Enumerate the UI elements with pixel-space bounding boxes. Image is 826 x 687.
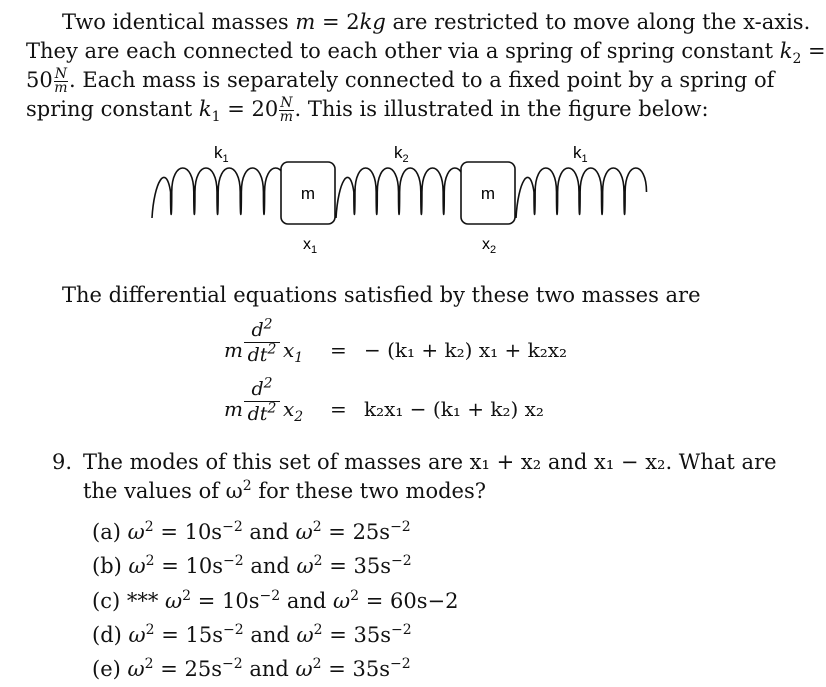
eq1-lhs-var: $x_1$	[283, 338, 304, 366]
eq1-equals: =	[330, 338, 347, 362]
eq2-m: m	[224, 397, 243, 421]
question-line-2: the values of $\omega^2$ for these two modes?	[83, 478, 486, 503]
intro-line-4: spring constant $k_1 = 20$ $\frac{N}{m}$ . This is illustrated in the figure below:	[26, 95, 709, 126]
diff-eq-intro: The differential equations satisfied by these two masses are	[62, 283, 701, 307]
option-d[interactable]: (d) $\omega^2 = 15s^{-2}$ and $\omega^2 = 35s^{-2}$	[92, 622, 412, 647]
eq1-rhs: − (k₁ + k₂) x₁ + k₂x₂	[364, 338, 568, 362]
question-line-1: The modes of this set of masses are x₁ + x₂ and x₁ − x₂. What are	[83, 450, 777, 474]
intro-line-3: 50 $\frac{N}{m}$ . Each mass is separately connected to a fixed point by a spring of	[26, 66, 775, 96]
spring-right	[516, 168, 647, 218]
spring-coil	[516, 168, 647, 218]
spring-label-left: $k_1$	[214, 143, 229, 165]
position-label-right: $x_2$	[482, 236, 497, 256]
mass-label-left: m	[300, 184, 316, 203]
eq2-equals: =	[330, 397, 347, 421]
question-number: 9.	[52, 450, 73, 474]
option-a[interactable]: (a) $\omega^2 = 10s^{-2}$ and $\omega^2 = 25s^{-2}$	[92, 519, 411, 544]
option-e[interactable]: (e) $\omega^2 = 25s^{-2}$ and $\omega^2 = 35s^{-2}$	[92, 656, 411, 681]
position-label-left: $x_1$	[303, 236, 318, 256]
intro-line-1: Two identical masses m = 2kg are restricted to move along the x-axis.	[62, 10, 811, 34]
eq2-rhs: k₂x₁ − (k₁ + k₂) x₂	[364, 397, 544, 421]
mass-label-right: m	[480, 184, 496, 203]
option-c[interactable]: (c) *** $\omega^2 = 10s^{-2}$ and $\omega^2 = 60s-2$	[92, 588, 459, 613]
spring-coil	[336, 168, 465, 218]
spring-mass-figure	[0, 135, 813, 265]
spring-label-middle: $k_2$	[394, 143, 409, 165]
spring-middle	[336, 168, 465, 218]
spring-left	[152, 168, 287, 218]
option-b[interactable]: (b) $\omega^2 = 10s^{-2}$ and $\omega^2 = 35s^{-2}$	[92, 553, 412, 578]
eq2-derivative: $\frac{d^2}{dt^2}$	[244, 377, 280, 426]
spring-coil	[152, 168, 287, 218]
unit-fraction: $\frac{N}{m}$	[54, 66, 68, 96]
eq1-derivative: $\frac{d^2}{dt^2}$	[244, 318, 280, 367]
eq1-m: m	[224, 338, 243, 362]
spring-label-right: $k_1$	[573, 143, 588, 165]
eq2-lhs-var: $x_2$	[283, 397, 304, 425]
unit-fraction: $\frac{N}{m}$	[279, 95, 294, 125]
intro-line-2: They are each connected to each other via a spring of spring constant $k_2$ =	[26, 39, 826, 68]
correct-marker: ***	[126, 589, 159, 613]
